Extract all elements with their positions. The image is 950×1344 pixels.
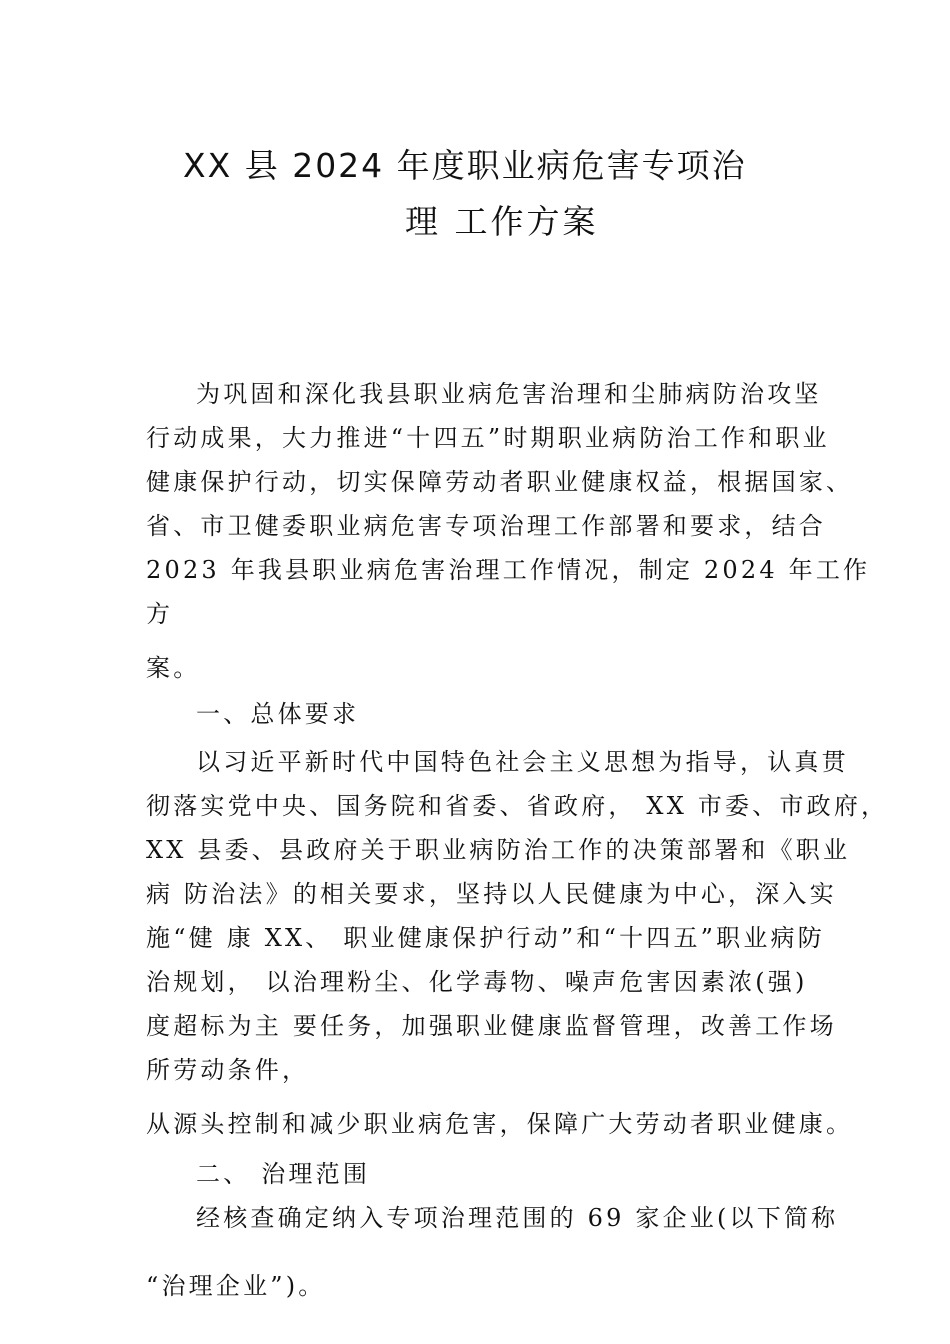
- section-heading: 一、总体要求: [196, 700, 360, 728]
- paragraph-line: 经核查确定纳入专项治理范围的 69 家企业(以下简称: [196, 1204, 839, 1232]
- document-title-line-1: XX 县 2024 年度职业病危害专项治: [183, 146, 747, 185]
- paragraph-line: 病 防治法》的相关要求，坚持以人民健康为中心，深入实: [146, 880, 837, 908]
- paragraph-line: 2023 年我县职业病危害治理工作情况，制定 2024 年工作: [146, 556, 871, 584]
- paragraph-line: 度超标为主 要任务，加强职业健康监督管理，改善工作场: [146, 1012, 837, 1040]
- paragraph-line: 治规划， 以治理粉尘、化学毒物、噪声危害因素浓(强): [146, 968, 808, 996]
- paragraph-line: 省、市卫健委职业病危害专项治理工作部署和要求，结合: [146, 512, 826, 540]
- paragraph-line: 为巩固和深化我县职业病危害治理和尘肺病防治攻坚: [196, 380, 822, 408]
- paragraph-line: 所劳动条件，: [146, 1056, 310, 1084]
- paragraph-line: 以习近平新时代中国特色社会主义思想为指导，认真贯: [196, 748, 849, 776]
- paragraph-line: XX 县委、县政府关于职业病防治工作的决策部署和《职业: [146, 836, 851, 864]
- paragraph-line: 彻落实党中央、国务院和省委、省政府， XX 市委、市政府，: [146, 792, 889, 820]
- paragraph-line: 行动成果，大力推进“十四五”时期职业病防治工作和职业: [146, 424, 830, 452]
- document-title-line-2: 理 工作方案: [405, 202, 599, 241]
- section-heading: 二、 治理范围: [196, 1160, 371, 1188]
- paragraph-line: 案。: [146, 654, 201, 682]
- paragraph-line: “治理企业”)。: [146, 1272, 326, 1300]
- paragraph-line: 健康保护行动，切实保障劳动者职业健康权益，根据国家、: [146, 468, 854, 496]
- paragraph-line: 施“健 康 XX、 职业健康保护行动”和“十四五”职业病防: [146, 924, 825, 952]
- paragraph-line: 从源头控制和减少职业病危害，保障广大劳动者职业健康。: [146, 1110, 854, 1138]
- paragraph-line: 方: [146, 600, 174, 628]
